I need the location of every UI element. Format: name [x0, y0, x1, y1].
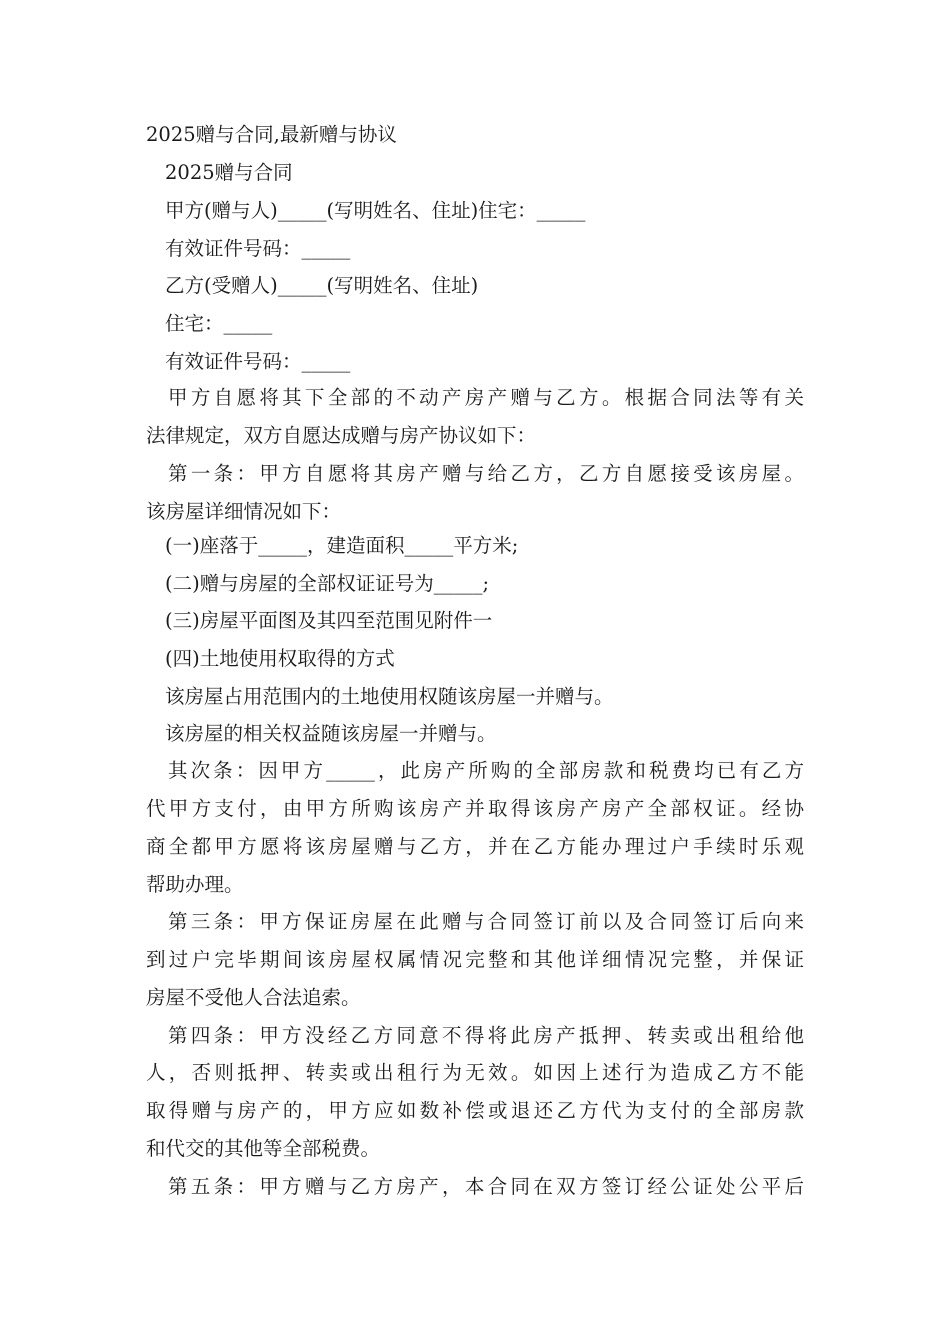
item-location: (一)座落于_____，建造面积_____平方米; [165, 534, 519, 557]
party-a-id-line: 有效证件号码：_____ [165, 237, 351, 260]
article3-line-1: 第三条：甲方保证房屋在此赠与合同签订前以及合同签订后向来 [168, 910, 804, 933]
item-land-use: (四)土地使用权取得的方式 [165, 647, 395, 670]
intro-line-2: 法律规定，双方自愿达成赠与房产协议如下： [146, 424, 537, 447]
document-title: 2025赠与合同,最新赠与协议 [146, 123, 397, 146]
article2-line-1: 其次条：因甲方_____，此房产所购的全部房款和税费均已有乙方 [168, 759, 804, 782]
article4-line-4: 和代交的其他等全部税费。 [146, 1137, 381, 1160]
article5-line-1: 第五条：甲方赠与乙方房产，本合同在双方签订经公证处公平后 [168, 1175, 804, 1198]
party-b-residence-line: 住宅：_____ [165, 312, 273, 335]
article4-line-2: 人，否则抵押、转卖或出租行为无效。如因上述行为造成乙方不能 [146, 1061, 804, 1084]
intro-line-1: 甲方自愿将其下全部的不动产房产赠与乙方。根据合同法等有关 [168, 386, 804, 409]
item-floor-plan: (三)房屋平面图及其四至范围见附件一 [165, 609, 493, 632]
item-land-gift: 该房屋占用范围内的土地使用权随该房屋一并赠与。 [165, 685, 614, 708]
article1-line-1: 第一条：甲方自愿将其房产赠与给乙方，乙方自愿接受该房屋。 [168, 462, 804, 485]
article4-line-1: 第四条：甲方没经乙方同意不得将此房产抵押、转卖或出租给他 [168, 1024, 804, 1047]
contract-heading: 2025赠与合同 [165, 161, 293, 184]
party-a-line: 甲方(赠与人)_____(写明姓名、住址)住宅：_____ [165, 199, 586, 222]
article3-line-2: 到过户完毕期间该房屋权属情况完整和其他详细情况完整，并保证 [146, 948, 804, 971]
article3-line-3: 房屋不受他人合法追索。 [146, 986, 361, 1009]
item-certificate: (二)赠与房屋的全部权证证号为_____; [165, 572, 490, 595]
article2-line-3: 商全都甲方愿将该房屋赠与乙方，并在乙方能办理过户手续时乐观 [146, 835, 804, 858]
item-related-rights: 该房屋的相关权益随该房屋一并赠与。 [165, 722, 497, 745]
party-b-line: 乙方(受赠人)_____(写明姓名、住址) [165, 274, 479, 297]
article2-line-2: 代甲方支付，由甲方所购该房产并取得该房产房产全部权证。经协 [146, 797, 804, 820]
article4-line-3: 取得赠与房产的，甲方应如数补偿或退还乙方代为支付的全部房款 [146, 1099, 804, 1122]
article1-line-2: 该房屋详细情况如下： [146, 500, 342, 523]
article2-line-4: 帮助办理。 [146, 873, 244, 896]
party-b-id-line: 有效证件号码：_____ [165, 350, 351, 373]
